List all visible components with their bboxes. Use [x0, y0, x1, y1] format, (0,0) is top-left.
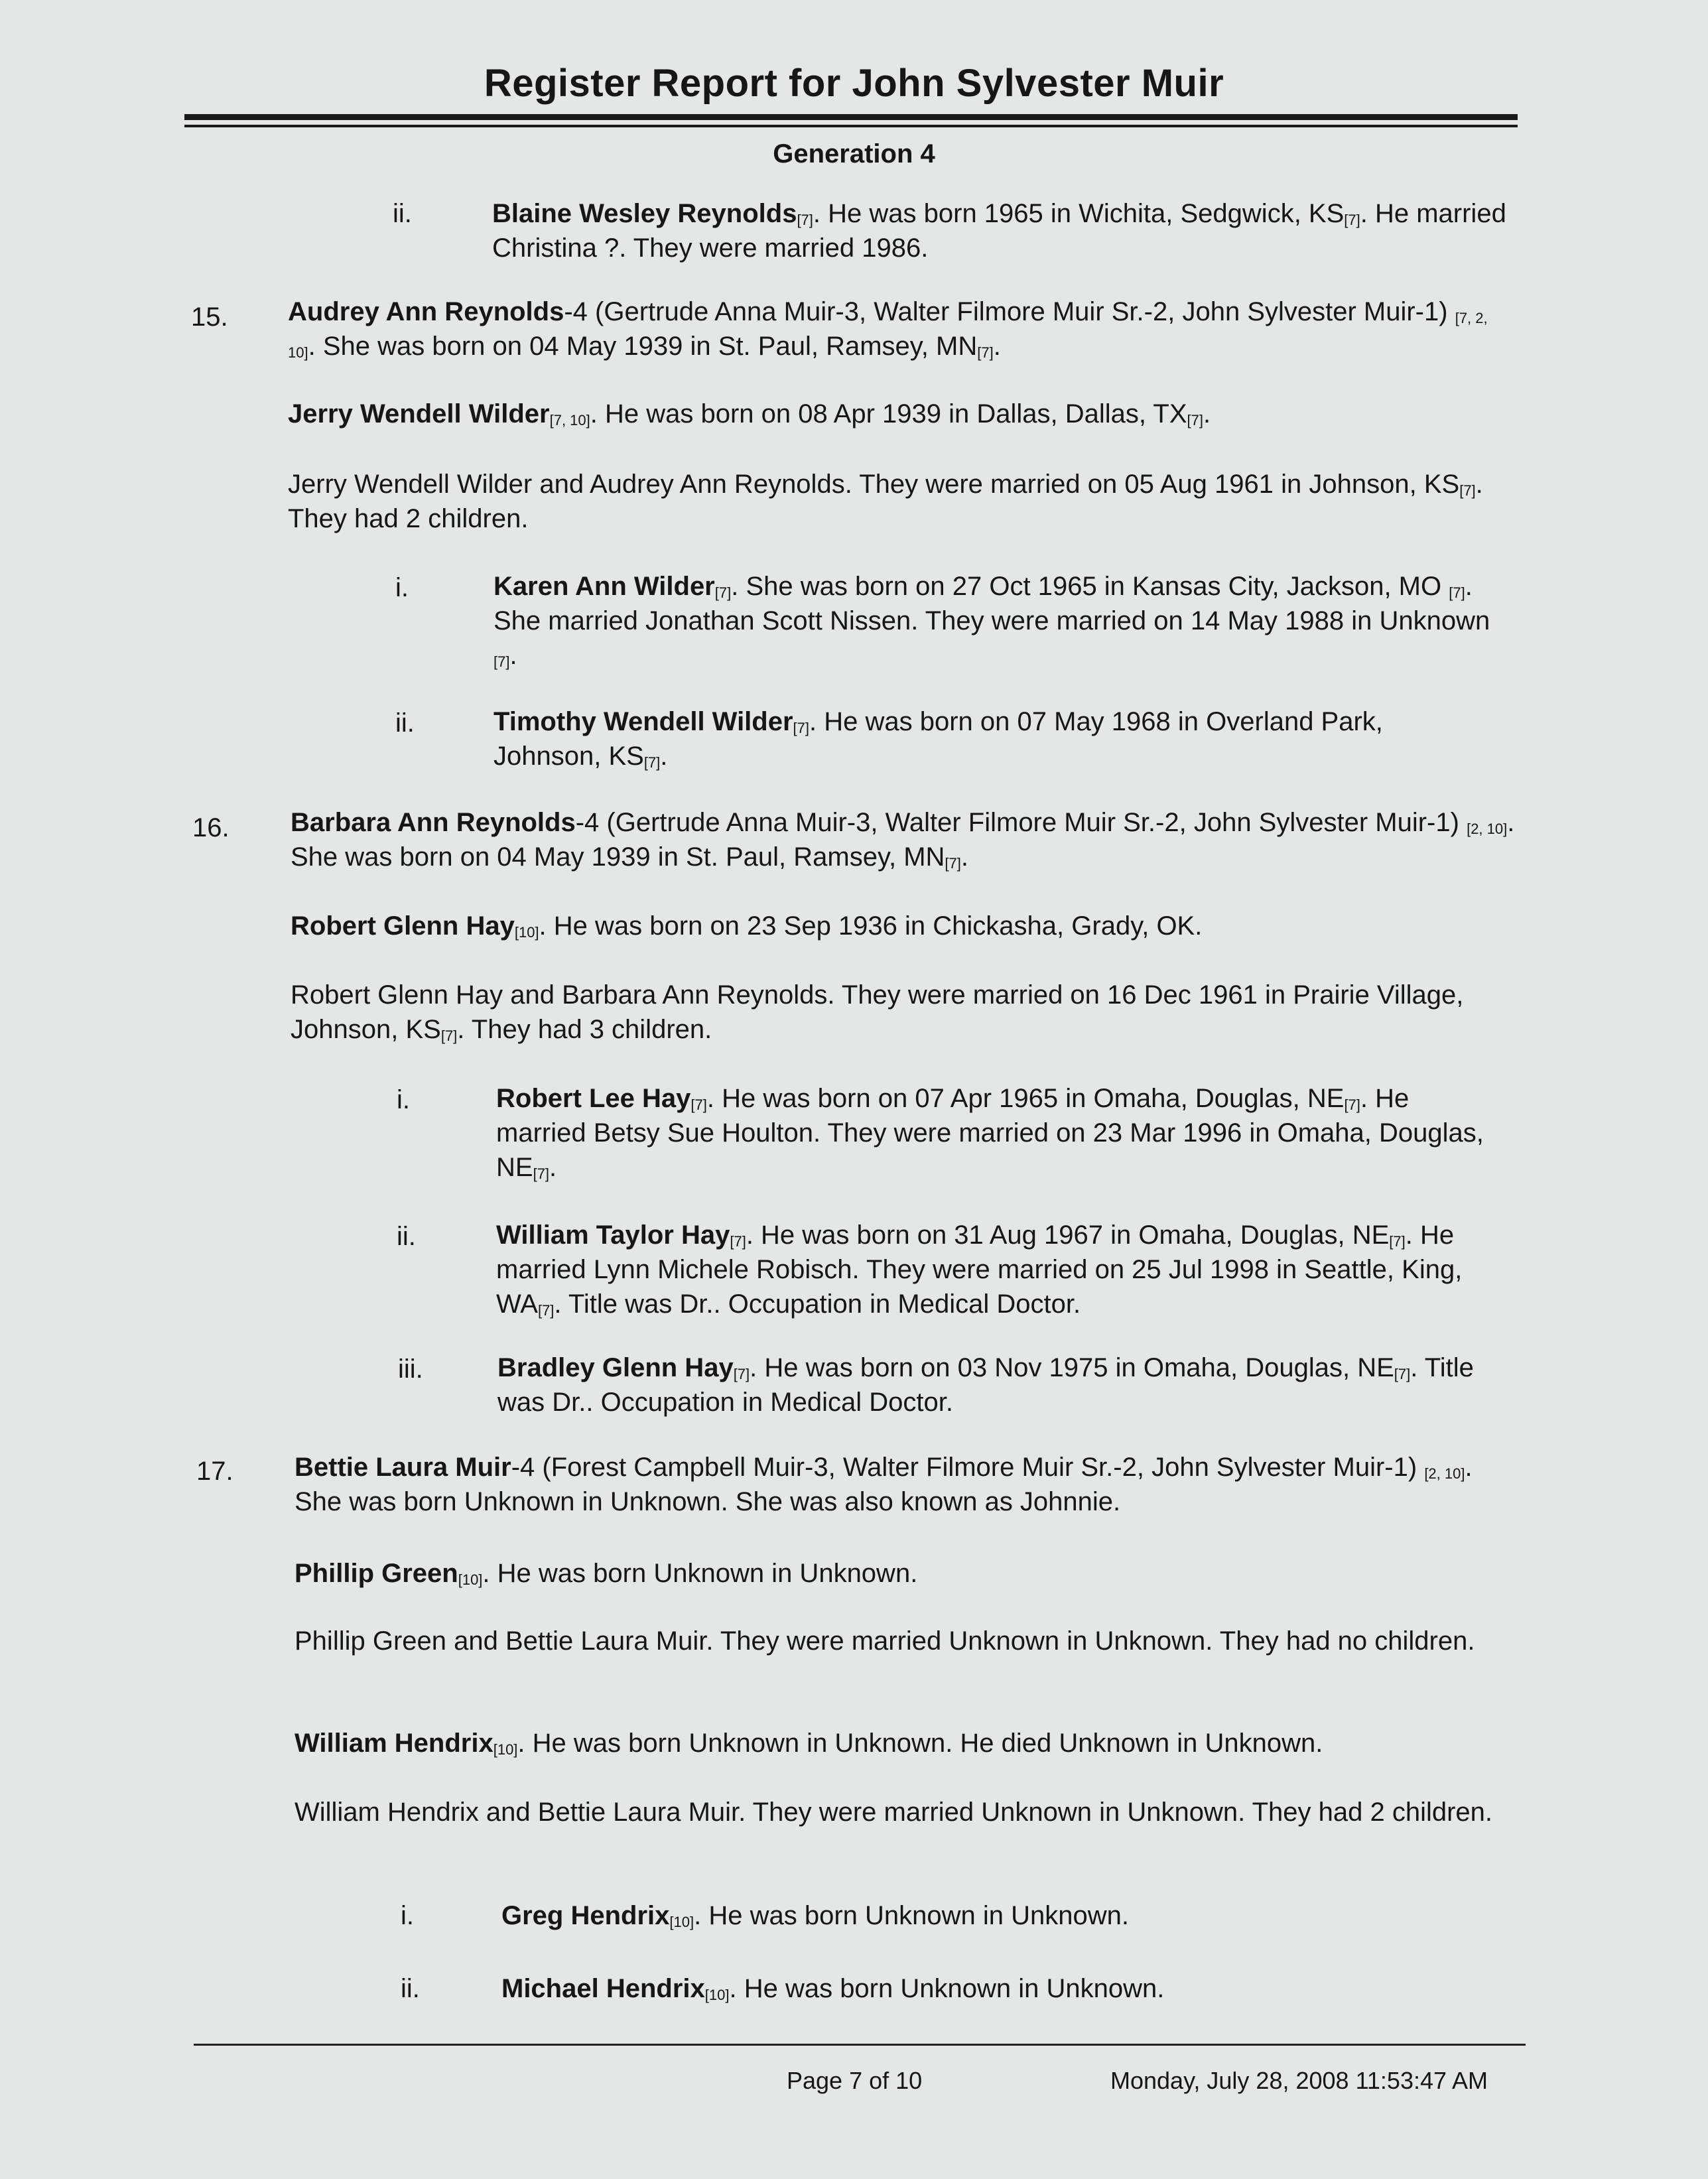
- child-numeral: i.: [395, 573, 409, 602]
- spouse-entry-phillip: [295, 1556, 1522, 1591]
- person-name: Michael Hendrix: [501, 1974, 705, 2003]
- page-number: Page 7 of 10: [787, 2067, 923, 2094]
- citation: [7]: [1344, 1096, 1360, 1113]
- entry-text: . He was born on 07 May 1968 in Overland Park, Johnson, KS: [493, 707, 1383, 771]
- entry-text: . He was born Unknown in Unknown.: [482, 1559, 918, 1588]
- child-entry-karen: [493, 569, 1520, 673]
- child-entry-timothy: [493, 704, 1475, 773]
- citation: [2, 10]: [1424, 1465, 1465, 1482]
- entry-number: 17.: [196, 1457, 233, 1486]
- person-entry-audrey: [288, 295, 1515, 363]
- citation: [7]: [714, 584, 732, 601]
- child-numeral: i.: [397, 1085, 410, 1114]
- page-title: Register Report for John Sylvester Muir: [484, 62, 1224, 105]
- citation: [7]: [690, 1096, 707, 1113]
- person-name: Bettie Laura Muir: [295, 1453, 511, 1482]
- entry-text: . He married Lynn Michele Robisch. They were married on 25 Jul 1998 in Seattle, King, WA: [496, 1221, 1463, 1319]
- citation: [7]: [1344, 212, 1360, 228]
- person-name: Audrey Ann Reynolds: [288, 297, 564, 326]
- spouse-name: Phillip Green: [295, 1559, 458, 1588]
- person-name: Blaine Wesley Reynolds: [492, 199, 797, 228]
- citation: [7, 10]: [549, 412, 590, 429]
- marriage-entry-15: [288, 467, 1515, 536]
- citation: [7]: [733, 1366, 750, 1382]
- entry-text: . She married Jonathan Scott Nissen. They were married on 14 May 1988 in Unknown: [493, 572, 1490, 635]
- person-name: Karen Ann Wilder: [493, 572, 715, 601]
- entry-text: . She was born on 04 May 1939 in St. Paul, Ramsey, MN: [291, 808, 1515, 872]
- spouse-entry-robert-glenn: [291, 909, 1518, 943]
- entry-text: . He was born Unknown in Unknown. He died Unknown in Unknown.: [517, 1729, 1323, 1758]
- entry-text: .: [1203, 399, 1211, 429]
- citation: [7]: [793, 720, 810, 736]
- title-rule-thick: [184, 114, 1518, 120]
- citation: [7]: [1394, 1366, 1411, 1382]
- lineage-text: -4 (Forest Campbell Muir-3, Walter Filmore Muir Sr.-2, John Sylvester Muir-1): [511, 1453, 1425, 1482]
- entry-text: . He was born on 07 Apr 1965 in Omaha, Douglas, NE: [706, 1084, 1345, 1113]
- person-name: Barbara Ann Reynolds: [291, 808, 576, 837]
- entry-text: . He was born on 08 Apr 1939 in Dallas, Dallas, TX: [590, 399, 1187, 429]
- entry-text: .: [549, 1153, 557, 1182]
- spouse-entry-jerry: [288, 397, 1515, 431]
- child-numeral: iii.: [398, 1354, 423, 1384]
- entry-text: . He was born Unknown in Unknown.: [694, 1901, 1129, 1930]
- generation-heading: Generation 4: [773, 139, 935, 168]
- lineage-text: -4 (Gertrude Anna Muir-3, Walter Filmore Muir Sr.-2, John Sylvester Muir-1): [575, 808, 1459, 837]
- entry-text: . She was born Unknown in Unknown. She was also known as Johnnie.: [295, 1453, 1473, 1516]
- entry-text: .: [960, 842, 968, 872]
- marriage-entry-16: [291, 978, 1518, 1047]
- entry-text: . He was born Unknown in Unknown.: [729, 1974, 1165, 2003]
- entry-text: . He was born 1965 in Wichita, Sedgwick, KS: [813, 199, 1345, 228]
- person-name: Greg Hendrix: [501, 1901, 670, 1930]
- marriage-text: William Hendrix and Bettie Laura Muir. They were married Unknown in Unknown. They had 2 children.: [295, 1798, 1493, 1827]
- entry-text: .: [509, 641, 517, 670]
- citation: [7]: [537, 1302, 555, 1319]
- citation: [7]: [1389, 1233, 1406, 1250]
- entry-text: .: [993, 332, 1001, 361]
- entry-text: . He was born on 03 Nov 1975 in Omaha, Douglas, NE: [750, 1353, 1394, 1382]
- person-entry-barbara: [291, 805, 1518, 874]
- entry-number: 16.: [192, 813, 230, 842]
- citation: [7]: [533, 1165, 550, 1182]
- entry-text: . He was born on 23 Sep 1936 in Chickasha, Grady, OK.: [539, 911, 1203, 941]
- lineage-text: -4 (Gertrude Anna Muir-3, Walter Filmore Muir Sr.-2, John Sylvester Muir-1): [564, 297, 1448, 326]
- citation: [7]: [730, 1233, 746, 1250]
- entry-text: . He was born on 31 Aug 1967 in Omaha, Douglas, NE: [746, 1221, 1390, 1250]
- child-numeral: ii.: [401, 1974, 420, 2003]
- child-entry-blaine: [492, 196, 1527, 265]
- child-numeral: ii.: [395, 708, 415, 738]
- citation: [7]: [1449, 584, 1465, 601]
- citation: [10]: [514, 924, 539, 941]
- person-entry-bettie: [295, 1450, 1526, 1519]
- citation: [7]: [797, 212, 813, 228]
- marriage-text: Robert Glenn Hay and Barbara Ann Reynolds. They were married on 16 Dec 1961 in Prairie Village, Johnson, KS: [291, 980, 1464, 1044]
- citation: [7]: [945, 855, 961, 872]
- footer-rule: [194, 2044, 1526, 2046]
- citation: [10]: [458, 1571, 483, 1588]
- entry-text: . He married Christina ?. They were married 1986.: [492, 199, 1506, 263]
- person-name: Robert Lee Hay: [496, 1084, 691, 1113]
- child-entry-robert-lee: [496, 1081, 1504, 1185]
- child-entry-greg: [501, 1898, 1510, 1933]
- entry-text: . She was born on 27 Oct 1965 in Kansas City, Jackson, MO: [731, 572, 1449, 601]
- citation: [7]: [977, 344, 994, 361]
- entry-text: . He married Betsy Sue Houlton. They were married on 23 Mar 1996 in Omaha, Douglas, NE: [496, 1084, 1484, 1182]
- marriage-entry-17a: [295, 1624, 1502, 1658]
- person-name: William Taylor Hay: [496, 1221, 730, 1250]
- person-name: Bradley Glenn Hay: [497, 1353, 734, 1382]
- citation: [10]: [704, 1987, 730, 2003]
- citation: [10]: [493, 1741, 518, 1758]
- citation: [7]: [1187, 412, 1203, 429]
- spouse-name: Jerry Wendell Wilder: [288, 399, 550, 429]
- citation: [7]: [440, 1027, 458, 1044]
- title-rule-thin: [184, 125, 1518, 127]
- child-numeral: ii.: [397, 1222, 416, 1251]
- citation: [7, 2, 10]: [288, 310, 1488, 361]
- citation: [7]: [643, 754, 661, 771]
- citation: [7]: [1459, 482, 1476, 499]
- child-entry-michael: [501, 1971, 1510, 2006]
- marriage-text: Jerry Wendell Wilder and Audrey Ann Reynolds. They were married on 05 Aug 1961 in Johnson, KS: [288, 470, 1460, 499]
- entry-text: .: [660, 742, 668, 771]
- entry-text: . Title was Dr.. Occupation in Medical Doctor.: [554, 1289, 1081, 1319]
- marriage-entry-17b: [295, 1795, 1502, 1829]
- child-entry-bradley: [497, 1351, 1506, 1420]
- child-entry-william-taylor: [496, 1218, 1504, 1321]
- entry-number: 15.: [191, 302, 228, 332]
- child-numeral: ii.: [393, 199, 412, 228]
- marriage-text: . They had 3 children.: [457, 1015, 712, 1044]
- entry-text: . Title was Dr.. Occupation in Medical Doctor.: [497, 1353, 1474, 1417]
- person-name: Timothy Wendell Wilder: [493, 707, 793, 736]
- marriage-text: Phillip Green and Bettie Laura Muir. They were married Unknown in Unknown. They had no children.: [295, 1626, 1475, 1656]
- child-numeral: i.: [401, 1901, 414, 1930]
- marriage-text: . They had 2 children.: [288, 470, 1483, 533]
- entry-text: . She was born on 04 May 1939 in St. Paul, Ramsey, MN: [308, 332, 978, 361]
- citation: [2, 10]: [1467, 821, 1508, 837]
- spouse-name: William Hendrix: [295, 1729, 493, 1758]
- spouse-entry-william-hendrix: [295, 1726, 1522, 1760]
- footer-timestamp: Monday, July 28, 2008 11:53:47 AM: [1110, 2067, 1488, 2094]
- spouse-name: Robert Glenn Hay: [291, 911, 515, 941]
- citation: [10]: [669, 1914, 694, 1930]
- citation: [7]: [493, 653, 510, 670]
